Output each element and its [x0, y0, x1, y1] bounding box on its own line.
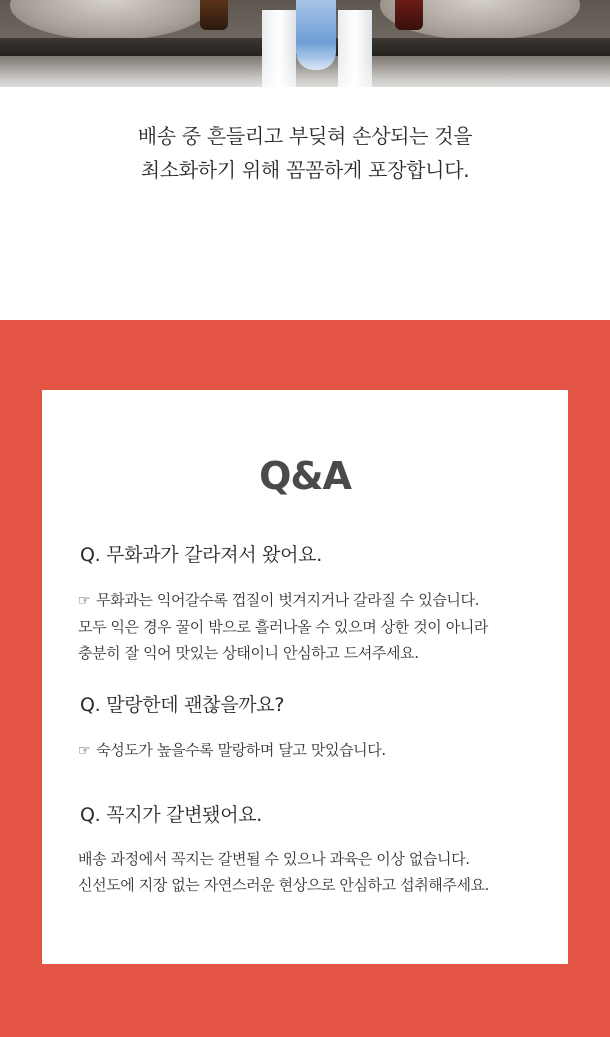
question-2 — [78, 690, 290, 720]
qa-section — [0, 320, 610, 1037]
answer-2: ☞ 숙성도가 높을수록 말랑하며 달고 맛있습니다. — [78, 737, 386, 764]
question-highlight: Q. 말랑한데 괜찮을까요? — [78, 690, 290, 720]
caption-line-2: 최소화하기 위해 꼼꼼하게 포장합니다. — [140, 158, 470, 182]
packaging-photo — [0, 0, 610, 87]
pointing-hand-icon: ☞ — [78, 743, 91, 759]
pointing-hand-icon: ☞ — [78, 593, 91, 609]
qa-card — [42, 390, 568, 964]
photo-fade — [0, 58, 610, 87]
answer-3: 배송 과정에서 꼭지는 갈변될 수 있으나 과육은 이상 없습니다. 신선도에 지장 없는 자연스러운 현상으로 안심하고 섭취해주세요. — [78, 850, 490, 894]
question-highlight: Q. 꼭지가 갈변됐어요. — [78, 800, 268, 830]
question-highlight: Q. 무화과가 갈라져서 왔어요. — [78, 540, 328, 570]
question-3 — [78, 800, 268, 830]
qa-title: Q&A — [259, 454, 351, 498]
caption-line-1: 배송 중 흔들리고 부딪혀 손상되는 것을 — [137, 124, 473, 148]
fruit-in-net-left — [10, 0, 210, 40]
packaging-caption — [0, 119, 610, 187]
question-1 — [78, 540, 328, 570]
fig-right — [395, 0, 423, 30]
answer-1: ☞ 무화과는 익어갈수록 껍질이 벗겨지거나 갈라질 수 있습니다. 모두 익은 경우 꿀이 밖으로 흘러나올 수 있으며 상한 것이 아니라 충분히 잘 익어 맛있는 상태이니 안심하고 드셔주세요. — [78, 587, 488, 666]
fig-left — [200, 0, 228, 30]
